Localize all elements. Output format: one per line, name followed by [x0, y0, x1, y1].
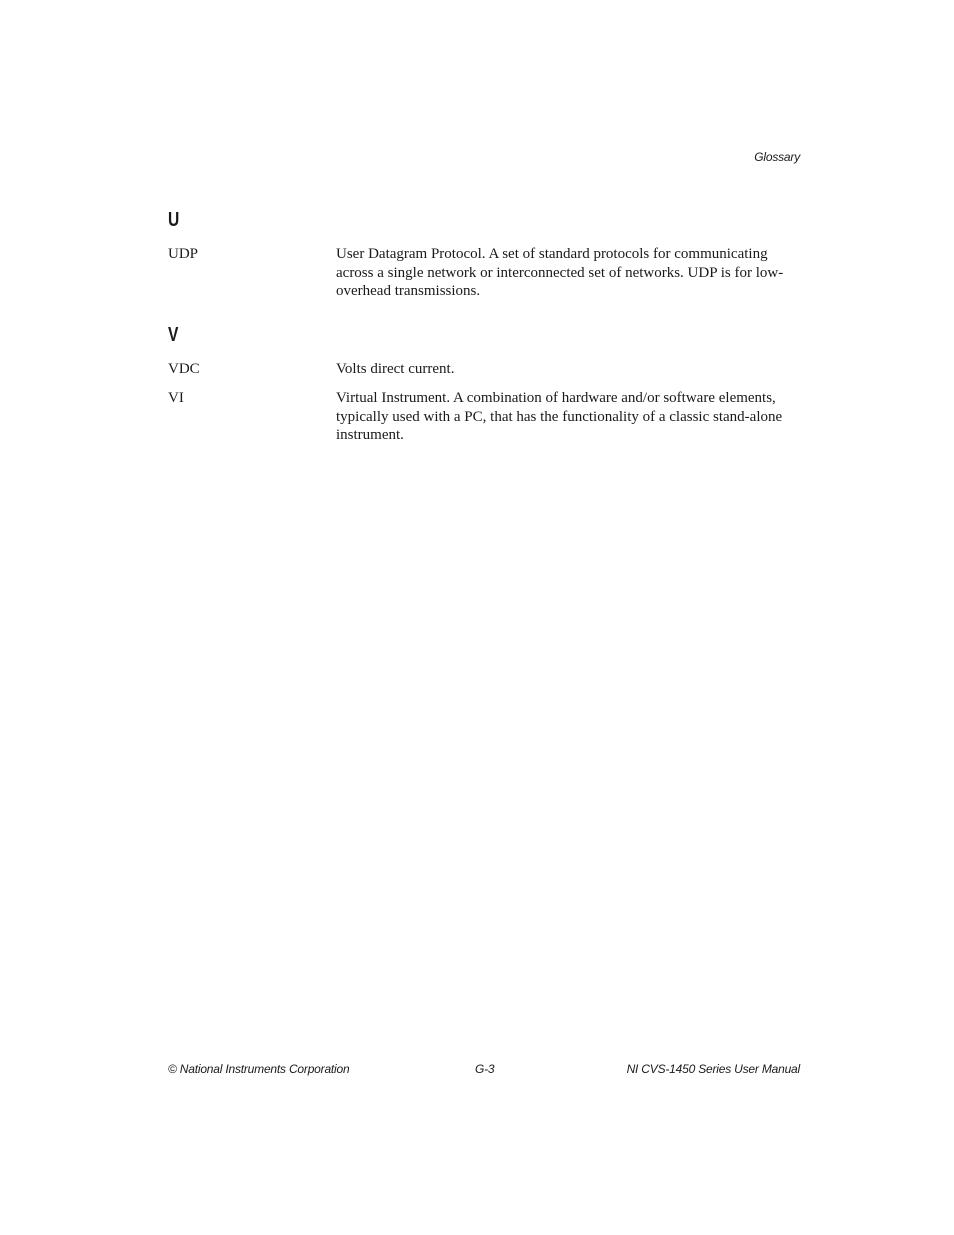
footer-copyright: © National Instruments Corporation — [168, 1062, 350, 1076]
glossary-term: VI — [168, 389, 184, 406]
glossary-definition: Virtual Instrument. A combination of hardware and/or software elements, typically used with a PC, that has the functionality of a classic stand-alone instrument. — [336, 389, 783, 444]
footer-manual-title: NI CVS-1450 Series User Manual — [626, 1062, 800, 1076]
section-letter: V — [168, 324, 179, 347]
glossary-section-u — [168, 206, 800, 301]
footer-page-number: G-3 — [475, 1062, 495, 1076]
entry-list — [168, 245, 800, 301]
running-header: Glossary — [754, 150, 800, 164]
glossary-term: VDC — [168, 361, 200, 378]
glossary-entry — [168, 245, 800, 301]
entry-list — [168, 360, 800, 445]
glossary-term: UDP — [168, 246, 199, 262]
glossary-definition: Volts direct current. — [336, 361, 455, 378]
glossary-entry — [168, 389, 800, 445]
section-letter: U — [168, 209, 180, 231]
page-footer — [168, 1062, 800, 1078]
glossary-content — [168, 206, 800, 455]
glossary-entry — [168, 360, 800, 379]
glossary-definition: User Datagram Protocol. A set of standard protocols for communicating across a single network or interconnected set of networks. UDP is for low-overhead transmissions. — [336, 246, 784, 300]
glossary-section-v — [168, 321, 800, 445]
